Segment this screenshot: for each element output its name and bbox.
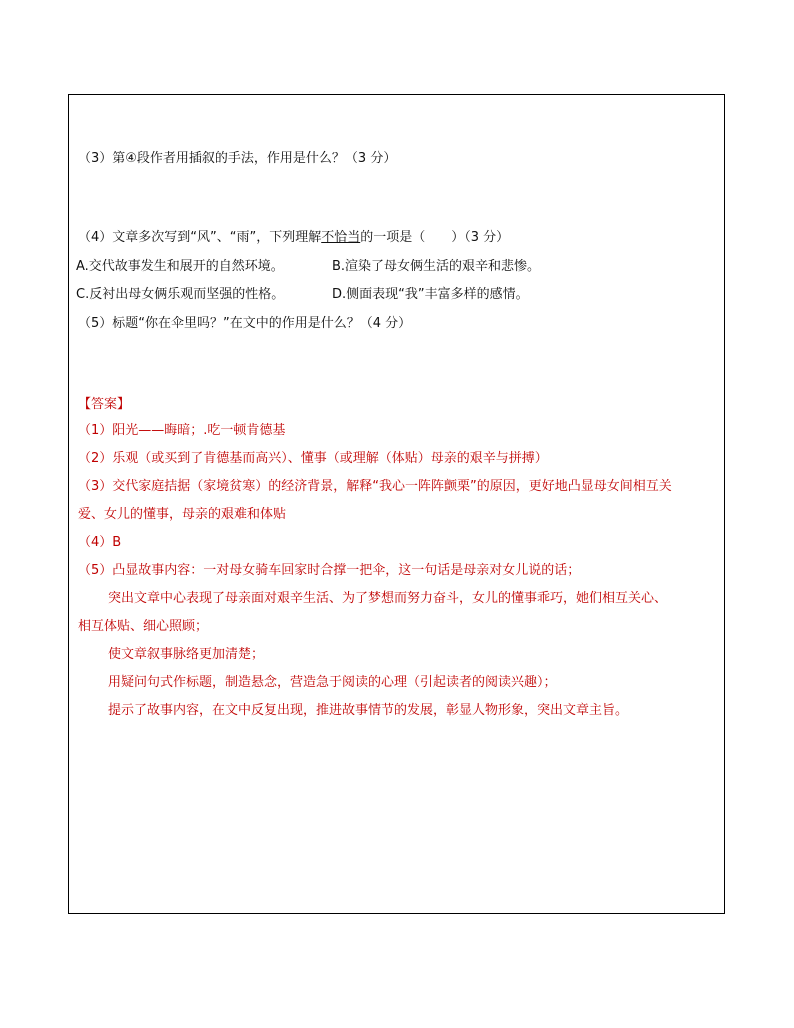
option-b: B.渲染了母女俩生活的艰辛和悲惨。 [332, 259, 541, 274]
content-frame [68, 94, 725, 914]
answer-2: （2）乐观（或买到了肯德基而高兴）、懂事（或理解（体贴）母亲的艰辛与拼搏） [78, 451, 548, 466]
answer-3-line-2: 爱、女儿的懂事，母亲的艰难和体贴 [78, 507, 287, 522]
question-4-tail: 的一项是（ ）（3 分） [360, 230, 510, 245]
answer-3-line-1: （3）交代家庭拮据（家境贫寒）的经济背景，解释“我心一阵阵颤栗”的原因，更好地凸显母女间相互关 [78, 479, 672, 494]
answer-5-line-2: 突出文章中心表现了母亲面对艰辛生活、为了梦想而努力奋斗，女儿的懂事乖巧，她们相互关心、 [108, 591, 668, 606]
question-4-text: （4）文章多次写到“风”、“雨”，下列理解 [78, 230, 322, 245]
question-4 [78, 229, 509, 247]
answer-5-line-4: 使文章叙事脉络更加清楚； [108, 647, 265, 662]
answer-5-line-5: 用疑问句式作标题，制造悬念，营造急于阅读的心理（引起读者的阅读兴趣）； [108, 675, 557, 690]
answer-5-line-6: 提示了故事内容，在文中反复出现，推进故事情节的发展，彰显人物形象，突出文章主旨。 [108, 703, 629, 718]
option-d: D.侧面表现“我”丰富多样的感情。 [332, 287, 529, 302]
answer-4: （4）B [78, 535, 122, 550]
option-c: C.反衬出母女俩乐观而坚强的性格。 [76, 287, 285, 302]
question-4-underlined: 不恰当 [321, 230, 361, 245]
option-a: A.交代故事发生和展开的自然环境。 [76, 259, 284, 274]
answer-1: （1）阳光——晦暗；.吃一顿肯德基 [78, 423, 286, 438]
question-5: （5）标题“你在伞里吗？”在文中的作用是什么？（4 分） [78, 316, 412, 331]
answer-heading: 【答案】 [78, 397, 131, 412]
answer-5-line-3: 相互体贴、细心照顾； [78, 619, 209, 634]
question-3: （3）第④段作者用插叙的手法，作用是什么？（3 分） [78, 151, 397, 166]
answer-5-line-1: （5）凸显故事内容：一对母女骑车回家时合撑一把伞，这一句话是母亲对女儿说的话； [78, 563, 581, 578]
